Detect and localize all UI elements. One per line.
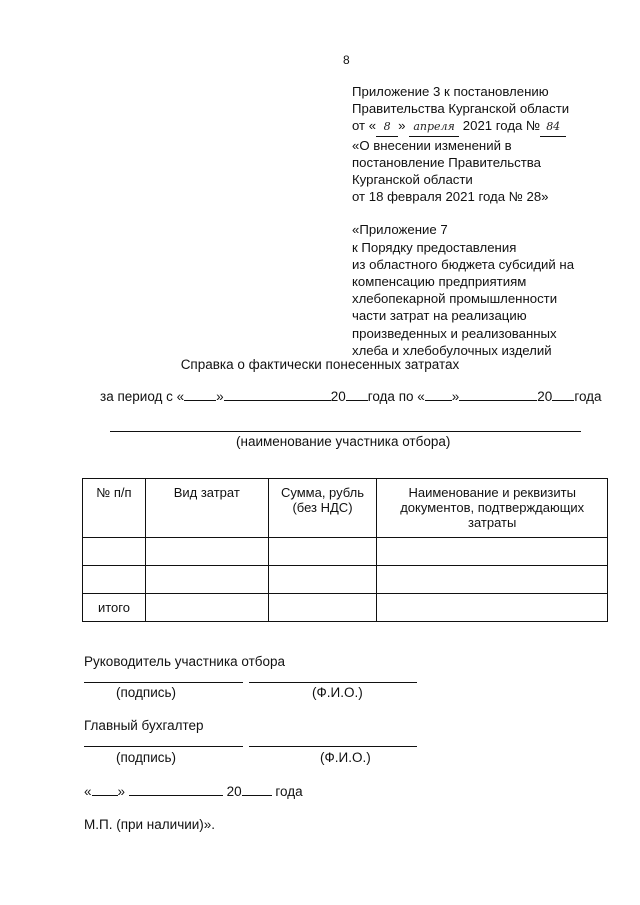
accountant-label: Главный бухгалтер (84, 718, 204, 733)
document-title: Справка о фактически понесенных затратах (180, 357, 460, 372)
period-text: » (216, 389, 224, 404)
period-text: года (574, 389, 602, 404)
header-number: № п/п (83, 479, 146, 538)
sub-appendix-line: хлебопекарной промышленности (352, 291, 558, 307)
date-text: « (84, 784, 92, 799)
head-label: Руководитель участника отбора (84, 654, 286, 669)
header-cost-type: Вид затрат (145, 479, 268, 538)
signature-date-line (84, 781, 303, 799)
participant-name-line (110, 431, 581, 432)
appendix-line: «О внесении изменений в (352, 137, 512, 153)
date-mid: » (398, 118, 406, 134)
header-amount: Сумма, рубль (без НДС) (268, 479, 377, 538)
table-cell (377, 538, 608, 566)
period-text: 20 (330, 389, 346, 404)
blank-month (129, 781, 223, 796)
blank-month-from (224, 386, 331, 401)
header-documents: Наименование и реквизиты документов, подтверждающих затраты (377, 479, 608, 538)
table-row (83, 538, 608, 566)
appendix-line: Курганской области (352, 172, 473, 188)
sub-appendix-line: «Приложение 7 (352, 222, 448, 238)
table-cell (145, 594, 268, 622)
blank-day (92, 781, 118, 796)
appendix-line: постановление Правительства (352, 154, 541, 170)
stamp-note: М.П. (при наличии)». (84, 817, 216, 832)
table-row (83, 566, 608, 594)
handwritten-month: апреля (409, 118, 459, 136)
period-text: » (451, 389, 460, 404)
head-name-caption: (Ф.И.О.) (312, 685, 363, 700)
costs-table (82, 478, 608, 622)
appendix-header (352, 83, 622, 359)
period-text: 20 (537, 389, 553, 404)
table-cell (83, 566, 146, 594)
accountant-name-caption: (Ф.И.О.) (320, 750, 371, 765)
table-cell (145, 538, 268, 566)
blank-year-to (552, 386, 574, 401)
sub-appendix-line: компенсацию предприятиям (352, 274, 527, 290)
table-cell (268, 538, 377, 566)
table-header-row (83, 479, 608, 538)
accountant-name-line (249, 746, 417, 747)
accountant-signature-line (84, 746, 243, 747)
head-signature-caption: (подпись) (116, 685, 177, 700)
date-prefix: от « (352, 118, 377, 134)
date-text: 20 (226, 784, 242, 799)
sub-appendix-line: из областного бюджета субсидий на (352, 256, 575, 272)
blank-day-to (425, 386, 452, 401)
blank-month-to (459, 386, 537, 401)
appendix-date-line (352, 117, 622, 136)
appendix-line: от 18 февраля 2021 года № 28» (352, 189, 549, 205)
handwritten-day: 8 (376, 118, 398, 136)
date-year-text: 2021 года № (462, 118, 541, 134)
period-line (100, 386, 602, 404)
blank-year (242, 781, 272, 796)
date-text: года (275, 784, 303, 799)
head-name-line (249, 682, 417, 683)
blank-day-from (184, 386, 216, 401)
period-text: года по « (367, 389, 425, 404)
participant-caption: (наименование участника отбора) (236, 434, 451, 449)
head-signature-line (84, 682, 243, 683)
table-cell (145, 566, 268, 594)
sub-appendix-line: произведенных и реализованных (352, 325, 557, 341)
table-cell (377, 566, 608, 594)
total-label: итого (83, 594, 146, 622)
table-cell (268, 594, 377, 622)
handwritten-number: 84 (540, 118, 566, 136)
blank-year-from (346, 386, 368, 401)
table-cell (268, 566, 377, 594)
accountant-signature-caption: (подпись) (116, 750, 177, 765)
sub-appendix-line: хлеба и хлебобулочных изделий (352, 342, 552, 358)
sub-appendix-line: части затрат на реализацию (352, 308, 527, 324)
appendix-line: Правительства Курганской области (352, 101, 570, 117)
date-text: » (117, 784, 126, 799)
sub-appendix-line: к Порядку предоставления (352, 239, 517, 255)
period-text: за период с « (100, 389, 185, 404)
table-cell (83, 538, 146, 566)
table-cell (377, 594, 608, 622)
table-total-row (83, 594, 608, 622)
page-number: 8 (343, 53, 350, 67)
appendix-line: Приложение 3 к постановлению (352, 84, 549, 99)
